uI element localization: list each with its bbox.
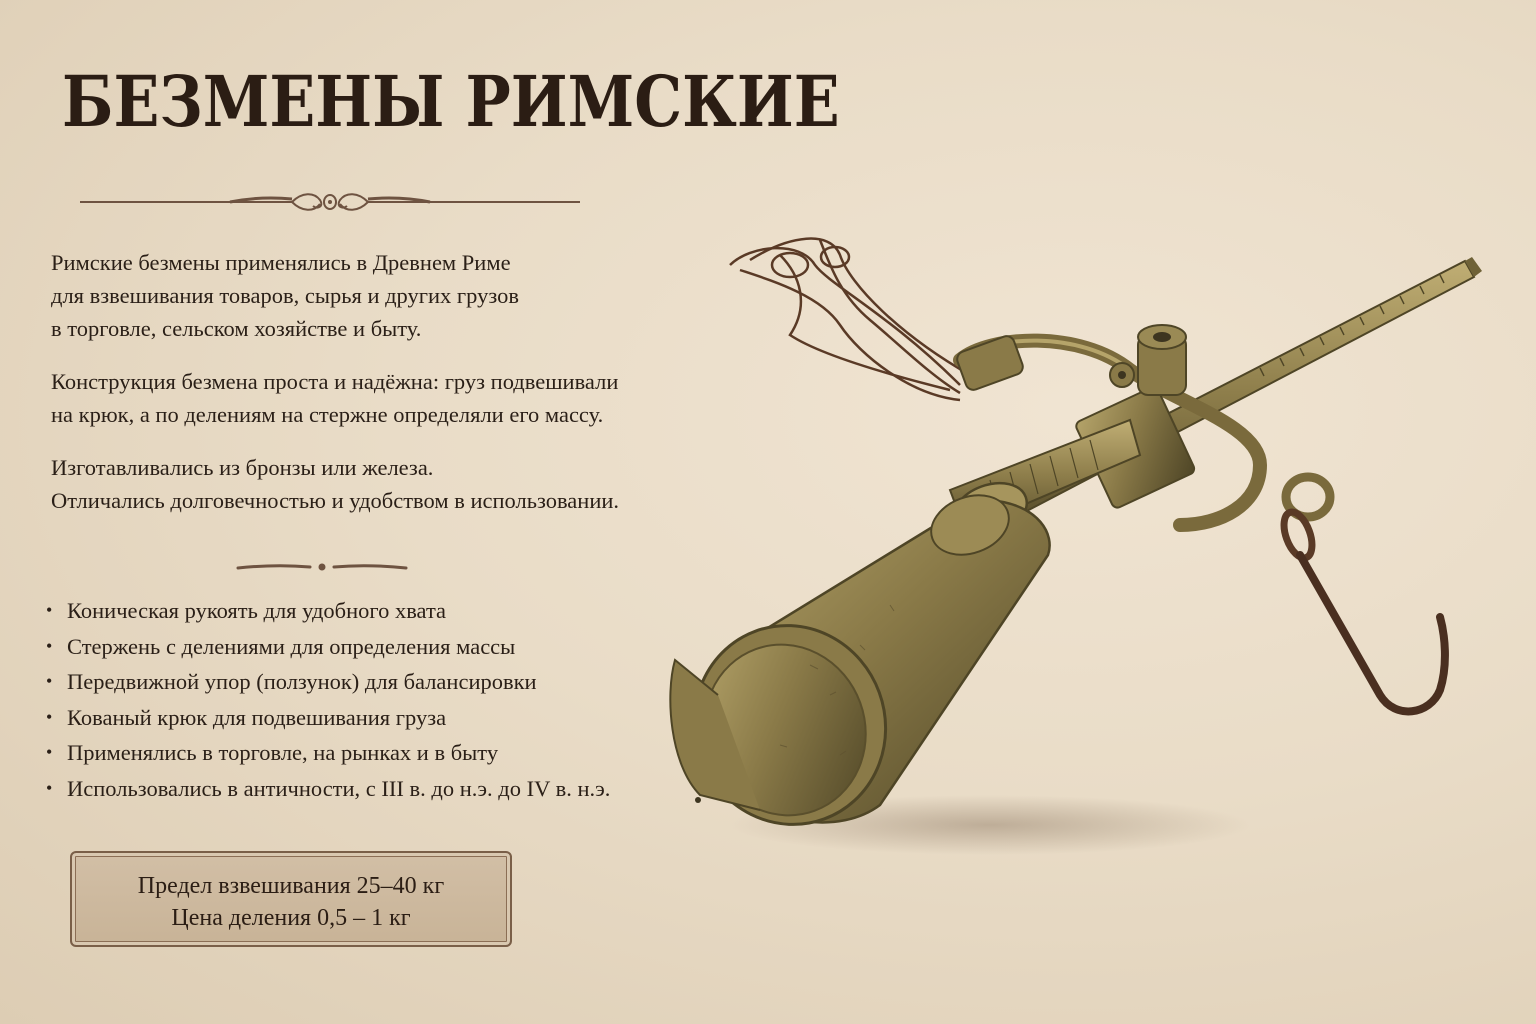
bullet-icon: • (46, 600, 53, 620)
chain-icon (730, 239, 970, 400)
spec-box (70, 851, 512, 947)
bullet-icon: • (46, 671, 53, 692)
intro-line: Римские безмены применялись в Древнем Риме (51, 250, 511, 275)
bullet-icon: • (46, 777, 53, 798)
feature-text: Применялись в торговле, на рынках и в быту (67, 740, 499, 766)
feature-text: Кованый крюк для подвешивания груза (67, 704, 447, 730)
hook-icon (1279, 477, 1445, 711)
intro-line: Отличались долговечностью и удобством в использовании. (51, 488, 620, 513)
bullet-icon: • (46, 635, 53, 656)
list-item (46, 736, 706, 772)
intro-paragraph-2 (51, 365, 711, 431)
intro-paragraph-1 (51, 246, 711, 345)
feature-list (46, 594, 706, 808)
title-divider-ornament (80, 186, 580, 218)
feature-text: Коническая рукоять для удобного хвата (67, 598, 447, 623)
feature-text: Использовались в античности, с III в. до н.э. до IV в. н.э. (67, 775, 611, 801)
steelyard-illustration (660, 225, 1536, 865)
intro-text (51, 246, 711, 537)
feature-text: Стержень с делениями для определения массы (67, 633, 516, 659)
page-title: БЕЗМЕНЫ РИМСКИЕ (62, 60, 840, 143)
list-item (46, 630, 706, 666)
list-item (46, 772, 706, 808)
bullet-icon: • (46, 706, 53, 727)
intro-line: Изготавливались из бронзы или железа. (51, 455, 434, 480)
section-divider-ornament (236, 558, 408, 578)
intro-line: Конструкция безмена проста и надёжна: груз подвешивали (51, 369, 619, 394)
intro-paragraph-3 (51, 451, 711, 517)
feature-text: Передвижной упор (ползунок) для балансировки (67, 669, 537, 695)
list-item (46, 701, 706, 737)
list-item (46, 594, 706, 630)
intro-line: в торговле, сельском хозяйстве и быту. (51, 316, 422, 341)
intro-line: для взвешивания товаров, сырья и других грузов (51, 283, 519, 308)
spec-division: Цена деления 0,5 – 1 кг (171, 905, 411, 931)
intro-line: на крюк, а по делениям на стержне определяли его массу. (51, 402, 604, 427)
list-item (46, 665, 706, 701)
conical-handle (667, 474, 1050, 852)
spec-limit: Предел взвешивания 25–40 кг (137, 873, 445, 899)
bullet-icon: • (46, 742, 53, 763)
